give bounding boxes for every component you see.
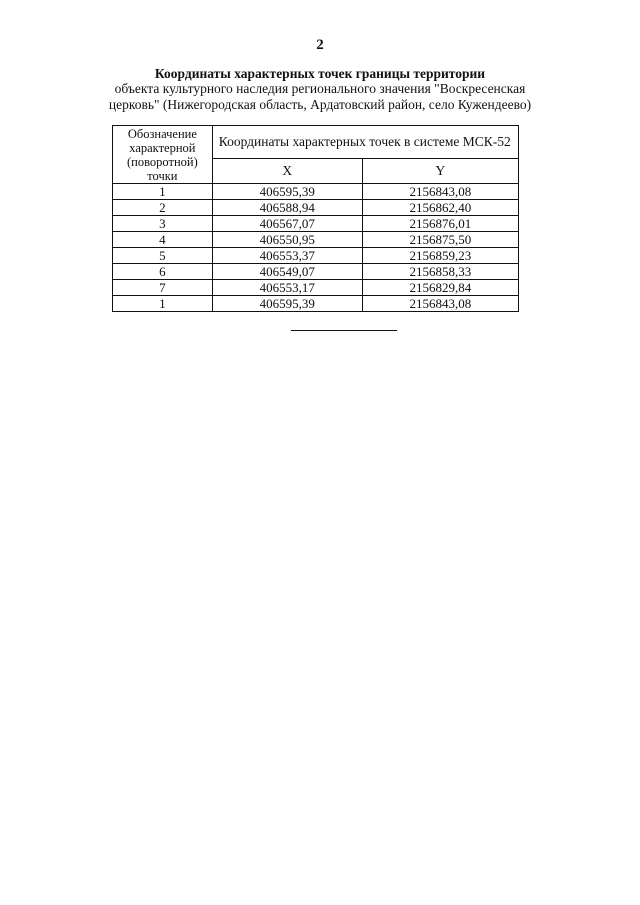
y-cell: 2156875,50	[362, 232, 518, 248]
x-cell: 406588,94	[212, 200, 362, 216]
table-row	[113, 200, 519, 216]
point-cell: 7	[113, 280, 213, 296]
table-row	[113, 264, 519, 280]
coordinates-table	[112, 125, 519, 312]
y-cell: 2156843,08	[362, 296, 518, 312]
x-cell: 406567,07	[212, 216, 362, 232]
point-cell: 2	[113, 200, 213, 216]
table-row	[113, 184, 519, 200]
table-row	[113, 216, 519, 232]
y-cell: 2156829,84	[362, 280, 518, 296]
x-cell: 406553,17	[212, 280, 362, 296]
page-number: 2	[316, 37, 324, 53]
y-column-header: Y	[362, 159, 518, 184]
y-cell: 2156843,08	[362, 184, 518, 200]
point-cell: 3	[113, 216, 213, 232]
x-cell: 406549,07	[212, 264, 362, 280]
table-header-row	[113, 126, 519, 159]
coordinate-system-header: Координаты характерных точек в системе МСК-52	[212, 126, 518, 159]
x-cell: 406595,39	[212, 296, 362, 312]
x-cell: 406550,95	[212, 232, 362, 248]
point-column-header: Обозначение характерной (поворотной) точки	[113, 126, 213, 184]
document-title: Координаты характерных точек границы территории	[154, 66, 486, 81]
y-cell: 2156858,33	[362, 264, 518, 280]
x-column-header: X	[212, 159, 362, 184]
point-cell: 5	[113, 248, 213, 264]
point-cell: 4	[113, 232, 213, 248]
table-row	[113, 296, 519, 312]
point-cell: 1	[113, 184, 213, 200]
point-cell: 1	[113, 296, 213, 312]
x-cell: 406595,39	[212, 184, 362, 200]
table-row	[113, 280, 519, 296]
point-cell: 6	[113, 264, 213, 280]
x-cell: 406553,37	[212, 248, 362, 264]
table-row	[113, 248, 519, 264]
y-cell: 2156859,23	[362, 248, 518, 264]
y-cell: 2156876,01	[362, 216, 518, 232]
table-row	[113, 232, 519, 248]
y-cell: 2156862,40	[362, 200, 518, 216]
document-subtitle: объекта культурного наследия регионального значения "Воскресенская церковь" (Нижегородская область, Ардатовский район, село Кужендеево)	[108, 81, 532, 112]
closing-divider-line	[291, 330, 397, 331]
